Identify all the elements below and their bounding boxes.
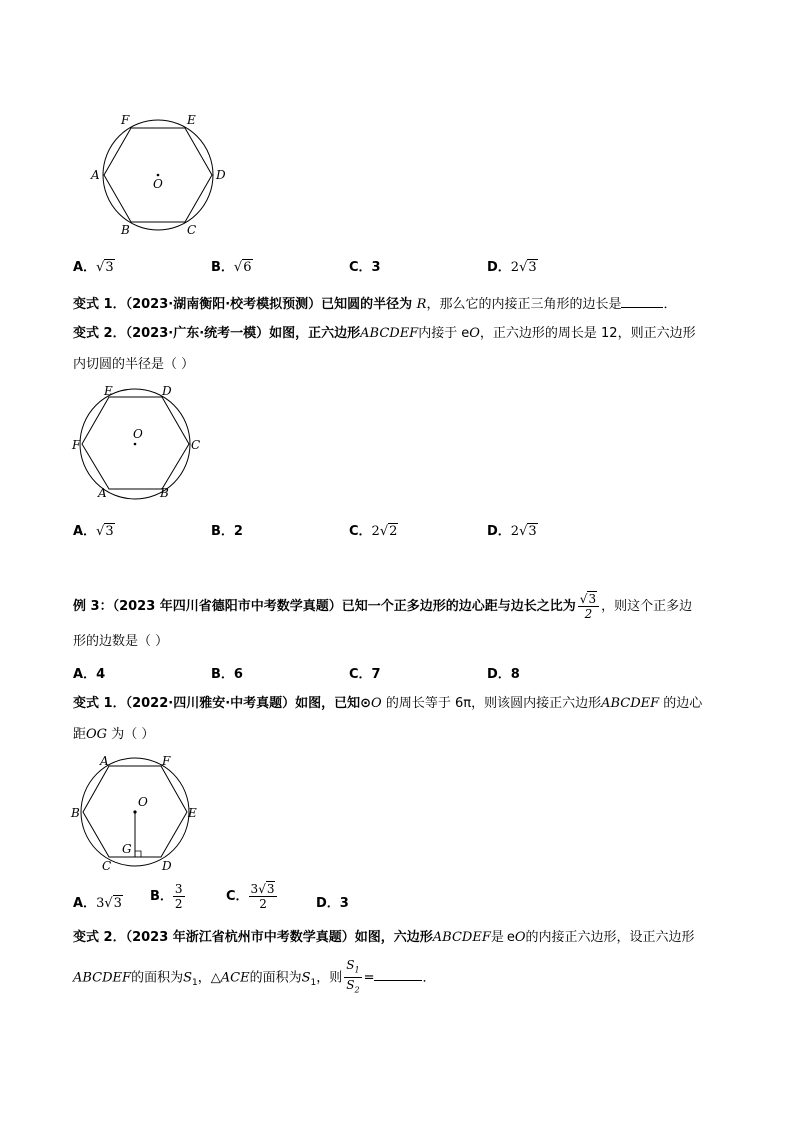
label-a: A <box>100 754 109 768</box>
label-b: B <box>160 486 169 500</box>
label-e: E <box>104 384 113 398</box>
variant-2a-line2: 内切圆的半径是（ ） <box>73 357 195 372</box>
label-a: A <box>98 486 107 500</box>
variant-2a-line1: 变式 2．（2023·广东·统考一模）如图，正六边形ABCDEF内接于 eO，正六边形的周长是 12，则正六边形 <box>73 326 696 341</box>
label-d: D <box>216 168 226 182</box>
label-c: C <box>187 223 197 237</box>
label-e: E <box>188 806 197 820</box>
q3-option-a: A．4 <box>73 667 106 682</box>
q4-option-c: C． $\frac{3√3}{2}$ <box>226 882 277 911</box>
label-d: D <box>162 859 172 873</box>
label-g: G <box>122 842 132 856</box>
label-c: C <box>191 438 201 452</box>
q2-option-a: A．√3 <box>73 524 114 539</box>
label-a: A <box>91 168 100 182</box>
q3-option-b: B．6 <box>211 667 243 682</box>
variant-2b-line2: ABCDEF的面积为$S_1$，△ACE的面积为$S_1$，则 $\frac{S_1}{S_2}$ = ． <box>73 958 436 995</box>
label-o: O <box>133 427 143 441</box>
q2-option-c: C．2√2 <box>349 524 398 539</box>
label-d: D <box>162 384 172 398</box>
label-o: O <box>138 795 148 809</box>
q3-option-d: D．8 <box>487 667 520 682</box>
label-o: O <box>153 177 163 191</box>
figure-hexagon-2 <box>68 383 208 503</box>
variant-1b-line1: 变式 1．（2022·四川雅安·中考真题）如图，已知⊙O 的周长等于 6π，则该圆内接正六边形ABCDEF 的边心 <box>73 696 703 711</box>
q1-option-b: B．√6 <box>211 260 252 275</box>
example-3-line2: 形的边数是（ ） <box>73 634 169 649</box>
q4-option-d: D．3 <box>316 896 349 911</box>
q1-option-a: A．√3 <box>73 260 114 275</box>
q1-option-d: D．2√3 <box>487 260 537 275</box>
label-b: B <box>71 806 80 820</box>
q2-option-d: D．2√3 <box>487 524 537 539</box>
figure-hexagon-3 <box>66 752 206 874</box>
variant-1a-text: 变式 1．（2023·湖南衡阳·校考模拟预测）已知圆的半径为 R，那么它的内接正三角形的边长是 ． <box>73 293 676 315</box>
q4-option-b: B． $\frac{3}{2}$ <box>150 882 183 911</box>
q2-option-b: B．2 <box>211 524 243 539</box>
label-f: F <box>162 754 171 768</box>
label-e: E <box>187 113 196 127</box>
label-f: F <box>72 438 81 452</box>
example-3-line1: 例 3：（2023 年四川省德阳市中考数学真题）已知一个正多边形的边心距与边长之比为 $\frac{√3}{2}$ ，则这个正多边 <box>73 592 693 621</box>
label-b: B <box>121 223 130 237</box>
variant-2b-line1: 变式 2．（2023 年浙江省杭州市中考数学真题）如图，六边形ABCDEF是 eO的内接正六边形，设正六边形 <box>73 930 695 945</box>
variant-1b-line2: 距OG 为（ ） <box>73 727 155 742</box>
q1-option-c: C．3 <box>349 260 381 275</box>
figure-hexagon-1 <box>85 112 235 237</box>
q3-option-c: C．7 <box>349 667 381 682</box>
label-f: F <box>121 113 130 127</box>
label-c: C <box>102 859 112 873</box>
q4-option-a: A．3√3 <box>73 896 122 911</box>
